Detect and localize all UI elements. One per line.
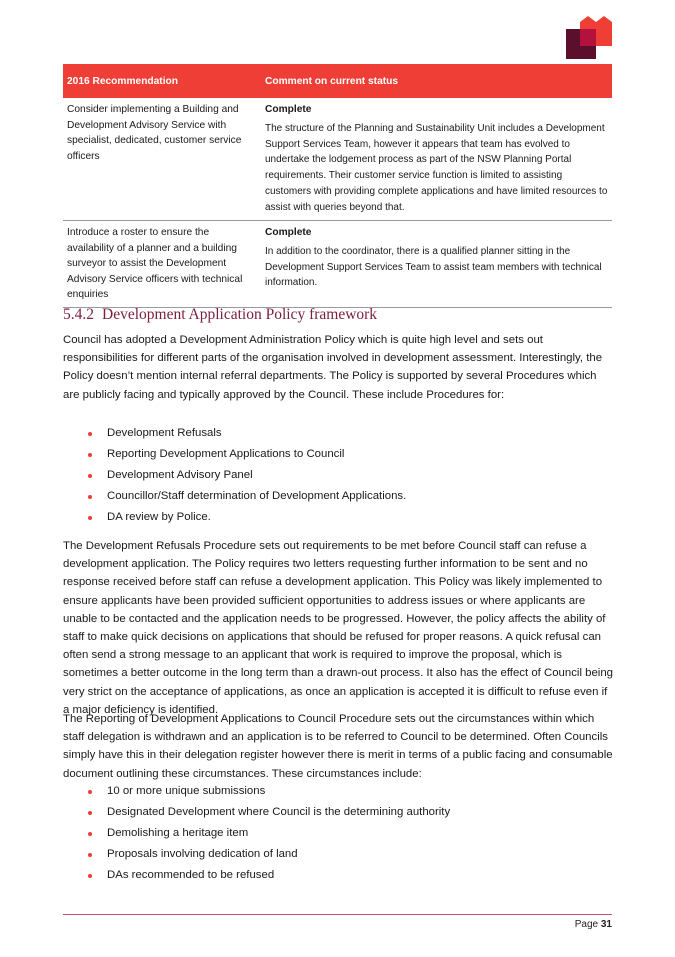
page-number xyxy=(575,919,612,930)
footer-divider xyxy=(63,914,612,915)
recommendation-status-table xyxy=(63,64,612,308)
section-title: Development Application Policy framework xyxy=(102,306,378,323)
list-item: Designated Development where Council is the determining authority xyxy=(63,802,615,823)
page-number-value: 31 xyxy=(600,919,612,930)
list-item: Demolishing a heritage item xyxy=(63,823,615,844)
comment-cell xyxy=(261,98,612,221)
recommendation-cell: Introduce a roster to ensure the availability of a planner and a building surveyor to assist the Development Advisory Service officers with technical enquiries xyxy=(63,221,261,308)
paragraph-refusals-procedure: The Development Refusals Procedure sets out requirements to be met before Council staff can refuse a development application. The Policy requires two letters requesting further information to be sent and no response received before staff can refuse a development application. This Policy was likely implemented to ensure applicants have been provided sufficient opportunities to address issues or where applicants are unable to be contacted and the application needs to be progressed. However, the policy affects the ability of staff to make quick decisions on applications that should be refused for proper reasons. A quick refusal can often send a strong message to an applicant that work is required to improve the proposal, which is sometimes a better outcome in the long term than a drawn-out process. It also has the effect of Council being very strict on the acceptance of applications, as once an application is accepted it is difficult to refuse even if a major deficiency is identified. xyxy=(63,540,614,716)
status-label: Complete xyxy=(265,227,312,239)
list-item: DA review by Police. xyxy=(63,507,615,528)
page-label: Page xyxy=(574,919,599,930)
list-item: Proposals involving dedication of land xyxy=(63,844,615,865)
organisation-logo xyxy=(566,16,612,59)
section-heading xyxy=(63,306,377,324)
procedures-list xyxy=(63,423,615,528)
section-number: 5.4.2 xyxy=(63,306,94,323)
table-row xyxy=(63,98,612,221)
paragraph-reporting-procedure: The Reporting of Development Applications to Council Procedure sets out the circumstances within which staff delegation is withdrawn and an application is to be referred to Council to be determined. Often Councils simply have this in their delegation register however there is merit in terms of a public facing and consumable document outlining these circumstances. These circumstances include: xyxy=(63,713,613,780)
list-item: Reporting Development Applications to Council xyxy=(63,444,615,465)
list-item: 10 or more unique submissions xyxy=(63,781,615,802)
list-item: DAs recommended to be refused xyxy=(63,865,615,886)
recommendation-cell: Consider implementing a Building and Development Advisory Service with specialist, dedicated, customer service officers xyxy=(63,98,261,221)
circumstances-list xyxy=(63,781,615,886)
comment-cell xyxy=(261,221,612,308)
table-row xyxy=(63,221,612,308)
status-comment: In addition to the coordinator, there is a qualified planner sitting in the Development Support Services Team to assist team members with technical information. xyxy=(265,245,602,289)
list-item: Councillor/Staff determination of Development Applications. xyxy=(63,486,615,507)
list-item: Development Advisory Panel xyxy=(63,465,615,486)
column-header-comment: Comment on current status xyxy=(261,64,612,98)
list-item: Development Refusals xyxy=(63,423,615,444)
paragraph-policy-overview: Council has adopted a Development Administration Policy which is quite high level and sets out responsibilities for different parts of the organisation involved in development assessment. Interestingly, the Policy doesn’t mention internal referral departments. The Policy is supported by several Procedures which are publicly facing and typically approved by the Council. These include Procedures for: xyxy=(63,334,603,401)
status-comment: The structure of the Planning and Sustainability Unit includes a Development Support Services Team, however it appears that team has evolved to undertake the lodgement process as part of the NSW Planning Portal requirements. Their customer service function is limited to assisting customers with providing complete applications and have limited resources to assist with queries beyond that. xyxy=(265,122,608,214)
status-label: Complete xyxy=(265,104,312,115)
table-header-row xyxy=(63,64,612,98)
column-header-recommendation: 2016 Recommendation xyxy=(63,64,261,98)
